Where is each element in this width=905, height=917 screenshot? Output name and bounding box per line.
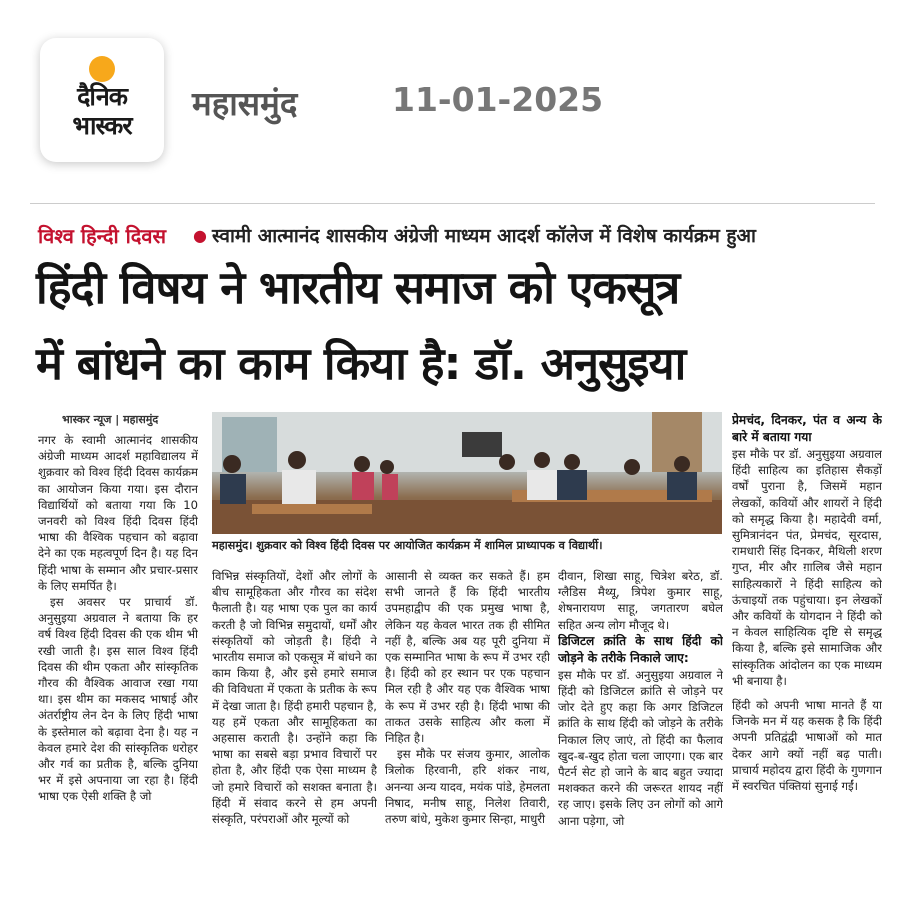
logo-line2: भास्कर (72, 111, 132, 140)
paragraph: इस मौके पर संजय कुमार, आलोक त्रिलोक हिरवानी, हरि शंकर नाथ, अनन्या अन्य यादव, मयंक पांडे, हेमलता निषाद, मनीष साहू, निलेश तिवारी, तरुण बांधे, मुकेश कुमार सिन्हा, माधुरी (385, 747, 550, 827)
paragraph: दीवान, शिखा साहू, चित्रेश बरेठ, डॉ. ग्लैडिस मैथ्यू, त्रिपेश कुमार साहू, शेषनारायण साहू, जगतारण बघेल सहित अन्य लोग मौजूद थे। (558, 569, 723, 632)
subheading: प्रेमचंद, दिनकर, पंत व अन्य के बारे में बताया गया (732, 413, 882, 444)
paragraph: नगर के स्वामी आत्मानंद शासकीय अंग्रेजी माध्यम आदर्श महाविद्यालय में शुक्रवार को विश्व हिंदी दिवस कार्यक्रम का आयोजन किया गया। इस दौरान विद्यार्थियों को बताया गया कि 10 जनवरी को विश्व हिंदी दिवस हिंदी भाषा की वैश्विक पहचान को बढ़ावा देने का एक महत्वपूर्ण दिन है। यह दिन हिंदी भाषा के सम्मान और प्रचार-प्रसार के लिए समर्पित है। (38, 433, 198, 593)
article-column-1 (38, 432, 198, 892)
paragraph: हिंदी को अपनी भाषा मानते हैं या जिनके मन में यह कसक है कि हिंदी अपनी प्रतिद्वंद्वी भाषाओं को मात देकर आगे क्यों नहीं बढ़ पाती। प्राचार्य महोदय द्वारा हिंदी के गुणगान में स्वरचित पंक्तियां सुनाई गईं। (732, 698, 882, 794)
article-subhead: स्वामी आत्मानंद शासकीय अंग्रेजी माध्यम आदर्श कॉलेज में विशेष कार्यक्रम हुआ (212, 225, 756, 247)
paragraph: इस मौके पर डॉ. अनुसुइया अग्रवाल हिंदी साहित्य का इतिहास सैकड़ों वर्षों पुराना है, जिसमें महान लेखकों, कवियों और शायरों ने हिंदी को समृद्ध किया है। महादेवी वर्मा, सुमित्रानंदन पंत, प्रेमचंद, सूरदास, रामधारी सिंह दिनकर, मैथिली शरण गुप्त, मीर और ग़ालिब जैसे महान साहित्यकारों ने हिंदी साहित्य को ऊंचाइयों तक पहुंचाया। इन लेखकों और कवियों के योगदान ने हिंदी को न केवल साहित्यिक दृष्टि से समृद्ध किया है, बल्कि इसे सामाजिक और सांस्कृतिक आंदोलन का एक माध्यम भी बनाया है। (732, 447, 882, 688)
edition-date: 11-01-2025 (392, 80, 604, 119)
paragraph: आसानी से व्यक्त कर सकते हैं। हम सभी जानते हैं कि हिंदी भारतीय उपमहाद्वीप की एक प्रमुख भाषा है, लेकिन यह केवल भारत तक ही सीमित नहीं है, बल्कि अब यह पूरी दुनिया में एक सम्मानित भाषा के रूप में उभर रही है। हिंदी को हर स्थान पर एक पहचान मिल रही है और यह एक वैश्विक भाषा के रूप में उभर रही है। हिंदी भाषा की ताकत उसके साहित्य और कला में निहित है। (385, 569, 550, 746)
paragraph: इस मौके पर डॉ. अनुसुइया अग्रवाल ने हिंदी को डिजिटल क्रांति से जोड़ने पर जोर देते हुए कहा कि अगर डिजिटल क्रांति के साथ हिंदी को जोड़ने के तरीके निकाल लिए जाएं, तो हिंदी का फैलाव खुद-ब-खुद होता चला जाएगा। एक बार पैटर्न सेट हो जाने के बाद बहुत ज्यादा मशक्कत करने की जरूरत शायद नहीं रह जाए। इसके लिए उन लोगों को आगे आना पड़ेगा, जो (558, 667, 723, 828)
paragraph: विभिन्न संस्कृतियों, देशों और लोगों के बीच सामूहिकता और गौरव का संदेश फैलाती है। यह भाषा एक पुल का कार्य करती है जो विभिन्न समुदायों, धर्मों और संस्कृतियों को जोड़ती है। हिंदी ने भारतीय समाज को एकसूत्र में बांधने का काम किया है, और इसे हमारे समाज की विविधता में एकता के प्रतीक के रूप में देखा जाता है। हिंदी हमारी पहचान है, यह हमें एकता और सामूहिकता का अहसास कराती है। उन्होंने कहा कि भाषा का सबसे बड़ा प्रभाव विचारों पर होता है, और हिंदी एक ऐसा माध्यम है जो हमारे विचारों को सशक्त बनाता है। हिंदी में संवाद करने से हम अपनी संस्कृति, परंपराओं और मूल्यों को (212, 569, 377, 827)
paragraph: इस अवसर पर प्राचार्य डॉ. अनुसुइया अग्रवाल ने बताया कि हर वर्ष विश्व हिंदी दिवस की एक थीम भी रखी जाती है। इस साल विश्व हिंदी दिवस की थीम एकता और सांस्कृतिक गौरव की वैश्विक आवाज रखा गया था। इस थीम का मकसद भाषाई और अंतर्राष्ट्रीय लेन देन के लिए हिंदी भाषा के इस्तेमाल को बढ़ावा देना है। यह न केवल हमारे देश की सांस्कृतिक धरोहर और गर्व का प्रतीक है, बल्कि दुनिया भर में इसे अपनाया जा रहा है। हिंदी भाषा एक ऐसी शक्ति है जो (38, 595, 198, 804)
divider (30, 203, 875, 204)
dainik-bhaskar-logo (40, 38, 164, 162)
event-photo (212, 412, 722, 534)
edition-city: महासमुंद (192, 84, 298, 123)
subheading: डिजिटल क्रांति के साथ हिंदी को जोड़ने के तरीके निकाले जाए: (558, 633, 723, 665)
sun-icon (89, 56, 115, 82)
classroom-photo-illustration (212, 412, 722, 534)
headline-line2: में बांधने का काम किया है: डॉ. अनुसुइया (36, 337, 686, 390)
article-column-5 (732, 412, 882, 890)
headline-line1: हिंदी विषय ने भारतीय समाज को एकसूत्र (36, 261, 680, 314)
photo-caption: महासमुंद। शुक्रवार को विश्व हिंदी दिवस पर आयोजित कार्यक्रम में शामिल प्राध्यापक व विद्यार्थी। (212, 539, 603, 552)
article-column-3 (385, 568, 550, 890)
byline: भास्कर न्यूज | महासमुंद (62, 413, 159, 426)
header-area (0, 0, 905, 195)
bullet-dot-icon: ● (193, 226, 207, 245)
logo-line1: दैनिक (77, 82, 127, 111)
article-column-2 (212, 568, 377, 890)
article-kicker: विश्व हिन्दी दिवस (38, 224, 167, 248)
article-column-4 (558, 568, 723, 890)
